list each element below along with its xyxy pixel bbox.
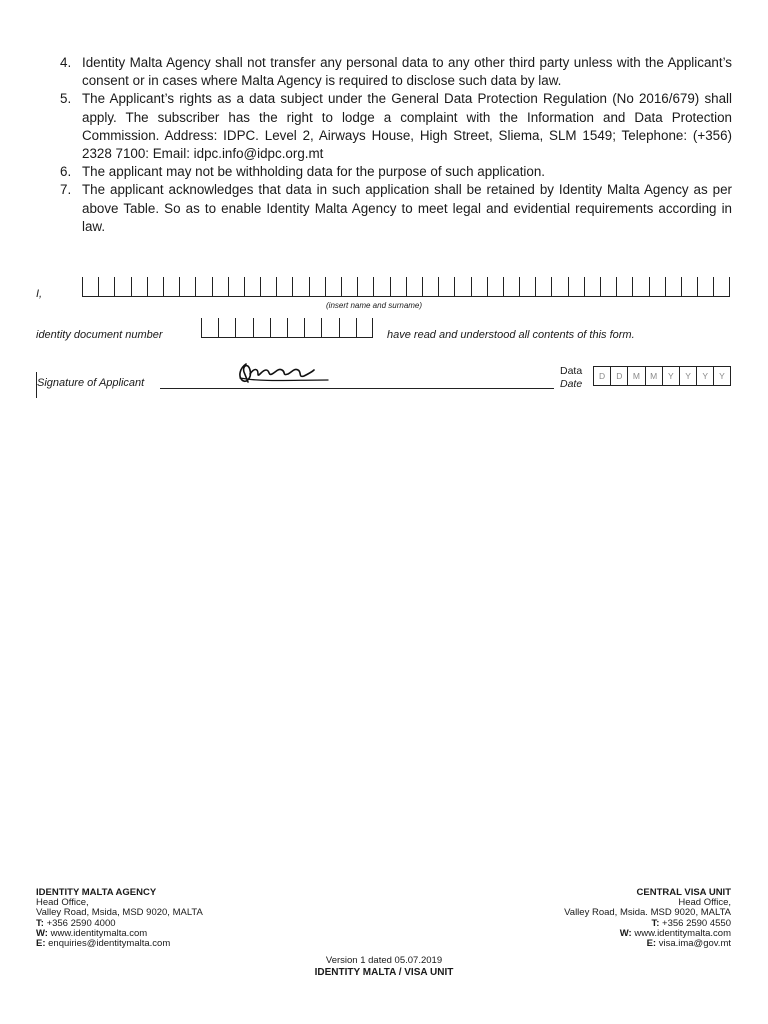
clause-text: The applicant acknowledges that data in such application shall be retained by Identity Malta Agency as per above Table. So as to enable Identity Malta Agency to meet legal and evidential requirements according in law. (82, 182, 732, 234)
entry-box[interactable] (253, 318, 270, 338)
entry-box[interactable] (454, 277, 470, 297)
entry-box[interactable] (131, 277, 147, 297)
clause-number: 6. (60, 164, 72, 180)
entry-box[interactable] (519, 277, 535, 297)
clause-number: 7. (60, 182, 72, 198)
clause-number: 5. (60, 91, 72, 107)
entry-box[interactable] (98, 277, 114, 297)
entry-box[interactable] (163, 277, 179, 297)
date-cell[interactable]: Y (679, 366, 696, 386)
entry-box[interactable] (195, 277, 211, 297)
entry-box[interactable] (201, 318, 218, 338)
entry-box[interactable] (287, 318, 304, 338)
date-cell[interactable]: Y (662, 366, 679, 386)
entry-box[interactable] (147, 277, 163, 297)
footer-right-address: Valley Road, Msida. MSD 9020, MALTA (564, 907, 731, 919)
entry-box[interactable] (681, 277, 697, 297)
entry-box[interactable] (568, 277, 584, 297)
entry-box[interactable] (390, 277, 406, 297)
entry-box[interactable] (422, 277, 438, 297)
footer-right-email (564, 939, 731, 949)
entry-box[interactable] (270, 318, 287, 338)
entry-box[interactable] (244, 277, 260, 297)
footer-identity-malta (36, 888, 203, 949)
clause-text: The applicant may not be withholding data for the purpose of such application. (82, 164, 546, 180)
clause-text: Identity Malta Agency shall not transfer any personal data to any other third party unless with the Applicant’s consent or in cases where Malta Agency is required to disclose such data by law. (82, 55, 732, 89)
entry-box[interactable] (114, 277, 130, 297)
date-cell[interactable]: M (627, 366, 644, 386)
entry-box[interactable] (584, 277, 600, 297)
entry-box[interactable] (276, 277, 292, 297)
date-cell[interactable]: D (610, 366, 627, 386)
clause-text: The Applicant’s rights as a data subject under the General Data Protection Regulation (No 2016/679) shall apply. The subscriber has the right to lodge a complaint with the Information and Data Protection Commission. Address: IDPC. Level 2, Airways House, High Street, Sliema, SLM 1549; Telephone: (+356) 2328 7100: Email: idpc.info@idpc.org.mt (82, 91, 732, 162)
footer-central-visa-unit (564, 888, 731, 949)
phone-value: +356 2590 4000 (46, 917, 116, 929)
date-cell[interactable]: Y (713, 366, 730, 386)
entry-box[interactable] (503, 277, 519, 297)
date-cell[interactable]: M (645, 366, 662, 386)
clause-number: 4. (60, 55, 72, 70)
signature-row (36, 358, 732, 394)
date-cell[interactable]: D (593, 366, 610, 386)
footer-right-title: CENTRAL VISA UNIT (636, 887, 731, 898)
clause-item (56, 163, 732, 181)
clause-item (56, 181, 732, 236)
entry-box[interactable] (212, 277, 228, 297)
web-key: W: (619, 927, 632, 939)
id-row (36, 318, 732, 342)
entry-box[interactable] (471, 277, 487, 297)
entry-box[interactable] (218, 318, 235, 338)
clause-item (56, 90, 732, 163)
entry-box[interactable] (551, 277, 567, 297)
email-value[interactable]: visa.ima@gov.mt (658, 938, 731, 950)
entry-box[interactable] (438, 277, 454, 297)
signature-label: Signature of Applicant (37, 377, 145, 389)
entry-box[interactable] (309, 277, 325, 297)
id-document-label: identity document number (36, 329, 163, 341)
entry-box[interactable] (406, 277, 422, 297)
entry-box[interactable] (665, 277, 681, 297)
entry-box[interactable] (321, 318, 338, 338)
entry-box[interactable] (616, 277, 632, 297)
data-label: Data (560, 365, 583, 377)
entry-box[interactable] (357, 277, 373, 297)
id-number-input-boxes[interactable] (201, 318, 373, 338)
clause-item (56, 54, 732, 90)
entry-box[interactable] (600, 277, 616, 297)
footer-left-address: Valley Road, Msida, MSD 9020, MALTA (36, 907, 203, 919)
entry-box[interactable] (292, 277, 308, 297)
name-row (36, 276, 732, 316)
entry-box[interactable] (649, 277, 665, 297)
entry-box[interactable] (373, 277, 389, 297)
web-key: W: (36, 927, 48, 939)
entry-box[interactable] (325, 277, 341, 297)
entry-box[interactable] (356, 318, 373, 338)
email-key: E: (646, 938, 657, 950)
entry-box[interactable] (260, 277, 276, 297)
entry-box[interactable] (82, 277, 98, 297)
entry-box[interactable] (341, 277, 357, 297)
phone-value: +356 2590 4550 (662, 917, 731, 929)
read-statement: have read and understood all contents of this form. (387, 329, 635, 341)
footer-left-title: IDENTITY MALTA AGENCY (36, 887, 157, 898)
footer-left-email (36, 939, 203, 949)
name-hint: (insert name and surname) (326, 301, 423, 310)
signature-line[interactable] (160, 388, 554, 389)
email-key: E: (36, 938, 46, 950)
web-value[interactable]: www.identitymalta.com (50, 927, 148, 939)
date-cell[interactable]: Y (696, 366, 713, 386)
web-value[interactable]: www.identitymalta.com (634, 927, 731, 939)
entry-box[interactable] (179, 277, 195, 297)
email-value[interactable]: enquiries@identitymalta.com (48, 938, 171, 950)
entry-box[interactable] (535, 277, 551, 297)
entry-box[interactable] (339, 318, 356, 338)
footer-right-line1: Head Office, (678, 897, 731, 909)
footer-left-line1: Head Office, (36, 897, 89, 909)
entry-box[interactable] (713, 277, 729, 297)
unit-title: IDENTITY MALTA / VISA UNIT (314, 967, 454, 978)
entry-box[interactable] (632, 277, 648, 297)
date-input-boxes[interactable] (593, 366, 731, 386)
signature-image (232, 358, 332, 386)
name-input-boxes[interactable] (82, 277, 730, 297)
entry-box[interactable] (697, 277, 713, 297)
phone-key: T: (651, 917, 660, 929)
i-label: I, (36, 288, 43, 300)
phone-key: T: (36, 917, 44, 929)
clauses-list (56, 54, 732, 236)
entry-box[interactable] (228, 277, 244, 297)
entry-box[interactable] (487, 277, 503, 297)
entry-box[interactable] (304, 318, 321, 338)
date-label: Date (560, 378, 583, 390)
entry-box[interactable] (235, 318, 252, 338)
version-text: Version 1 dated 05.07.2019 (325, 955, 443, 966)
